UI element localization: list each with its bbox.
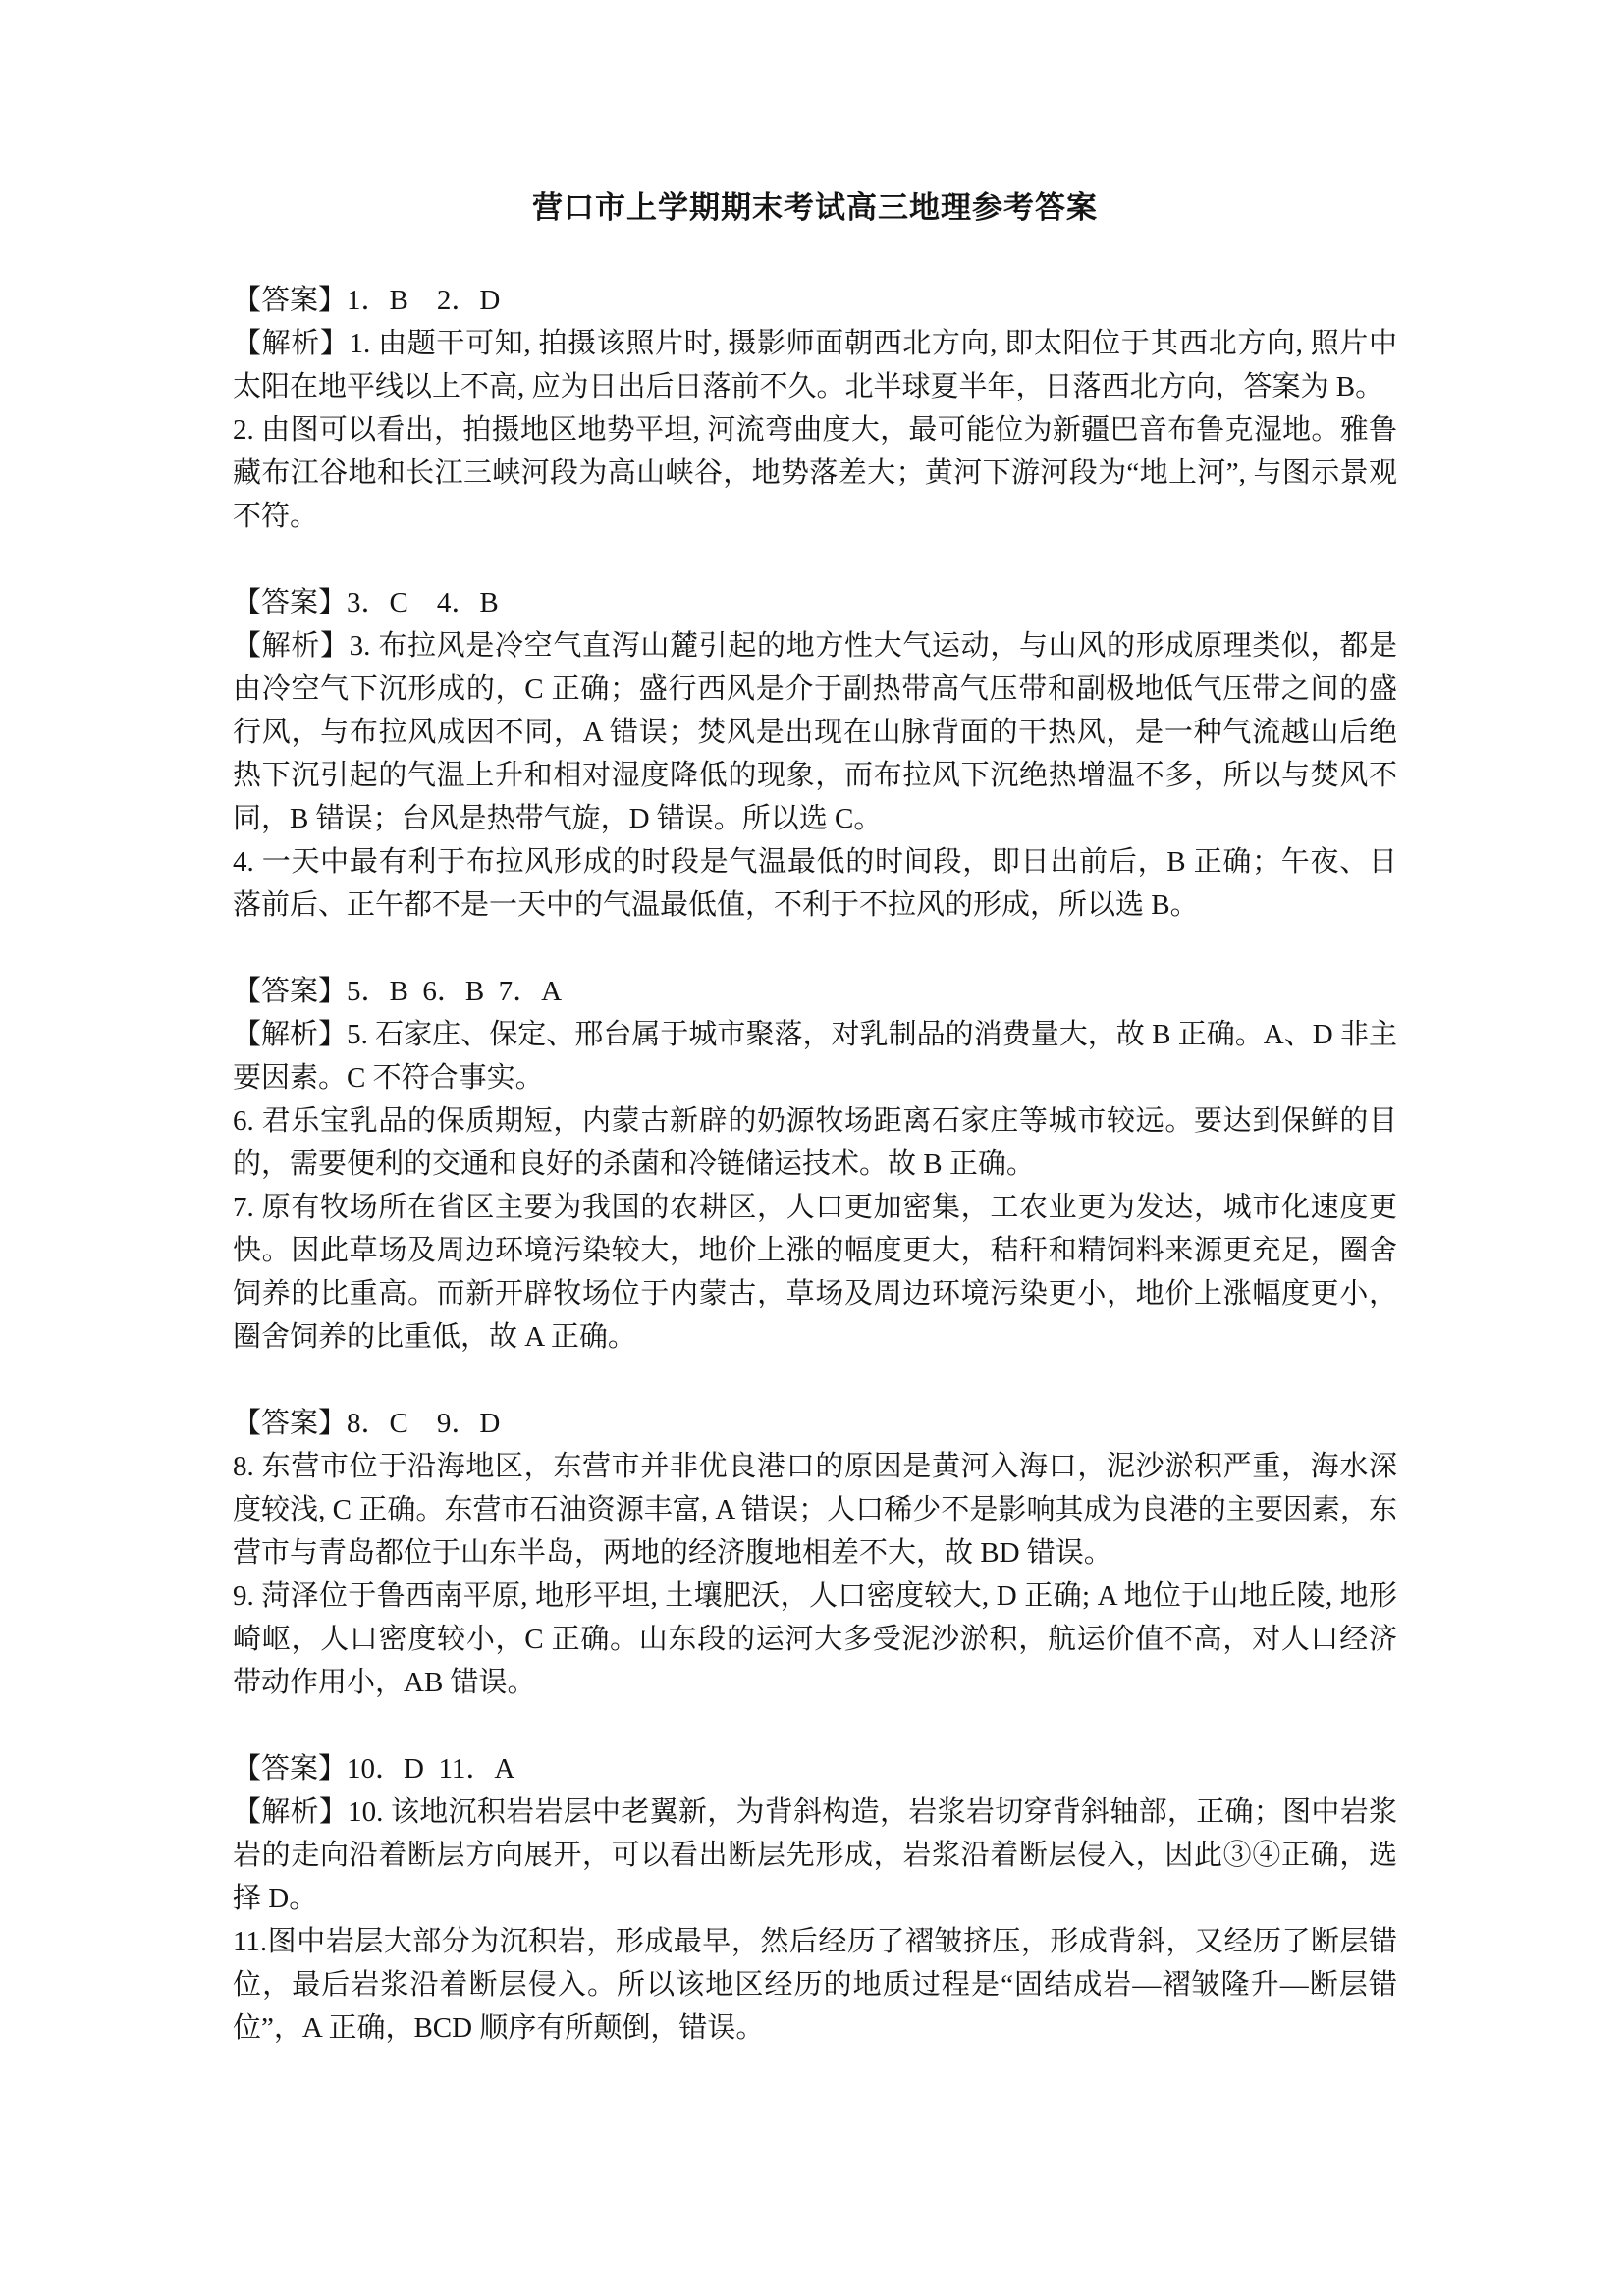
explanation-paragraph: 4. 一天中最有利于布拉风形成的时段是气温最低的时间段，即日出前后，B 正确；午夜、日落前后、正午都不是一天中的气温最低值，不利于不拉风的形成，所以选 B。 [233,846,1397,921]
explanation-paragraph: 8. 东营市位于沿海地区，东营市并非优良港口的原因是黄河入海口，泥沙淤积严重，海水深度较浅, C 正确。东营市石油资源丰富, A 错误；人口稀少不是影响其成为良港的主要因素，东营市与青岛都位于山东半岛，两地的经济腹地相差不大，故 BD 错误。 [233,1451,1397,1569]
answer-line: 【答案】3．C 4．B [233,587,499,618]
explanation-paragraph: 【解析】5. 石家庄、保定、邢台属于城市聚落，对乳制品的消费量大，故 B 正确。A、D 非主要因素。C 不符合事实。 [233,1019,1397,1094]
document-title: 营口市上学期期末考试高三地理参考答案 [532,190,1098,225]
answer-line: 【答案】10．D 11．A [233,1753,515,1785]
qa-section-questions-1-2 [233,279,1397,538]
qa-section-questions-5-7 [233,970,1397,1359]
qa-section-questions-8-9 [233,1402,1397,1704]
explanation-paragraph: 2. 由图可以看出，拍摄地区地势平坦, 河流弯曲度大，最可能位为新疆巴音布鲁克湿地。雅鲁藏布江谷地和长江三峡河段为高山峡谷，地势落差大；黄河下游河段为“地上河”, 与图示景观不符。 [233,414,1397,532]
answer-line: 【答案】8．C 9．D [233,1408,501,1439]
explanation-paragraph: 【解析】3. 布拉风是冷空气直泻山麓引起的地方性大气运动，与山风的形成原理类似，都是由冷空气下沉形成的，C 正确；盛行西风是介于副热带高气压带和副极地低气压带之间的盛行风，与布拉风成因不同，A 错误；焚风是出现在山脉背面的干热风，是一种气流越山后绝热下沉引起的气温上升和相对湿度降低的现象，而布拉风下沉绝热增温不多，所以与焚风不同，B 错误；台风是热带气旋，D 错误。所以选 C。 [233,630,1397,834]
explanation-paragraph: 【解析】1. 由题干可知, 拍摄该照片时, 摄影师面朝西北方向, 即太阳位于其西北方向, 照片中太阳在地平线以上不高, 应为日出后日落前不久。北半球夏半年，日落西北方向，答案为 B。 [233,328,1397,402]
explanation-paragraph: 6. 君乐宝乳品的保质期短，内蒙古新辟的奶源牧场距离石家庄等城市较远。要达到保鲜的目的，需要便利的交通和良好的杀菌和冷链储运技术。故 B 正确。 [233,1105,1397,1180]
answer-line: 【答案】1．B 2．D [233,285,501,316]
explanation-paragraph: 11.图中岩层大部分为沉积岩，形成最早，然后经历了褶皱挤压，形成背斜，又经历了断层错位，最后岩浆沿着断层侵入。所以该地区经历的地质过程是“固结成岩—褶皱隆升—断层错位”，A 正确，BCD 顺序有所颠倒，错误。 [233,1926,1397,2044]
explanation-paragraph: 7. 原有牧场所在省区主要为我国的农耕区，人口更加密集，工农业更为发达，城市化速度更快。因此草场及周边环境污染较大，地价上涨的幅度更大，秸秆和精饲料来源更充足，圈舍饲养的比重高。而新开辟牧场位于内蒙古，草场及周边环境污染更小，地价上涨幅度更小，圈舍饲养的比重低，故 A 正确。 [233,1192,1397,1353]
explanation-paragraph: 9. 菏泽位于鲁西南平原, 地形平坦, 土壤肥沃，人口密度较大, D 正确; A 地位于山地丘陵, 地形崎岖，人口密度较小，C 正确。山东段的运河大多受泥沙淤积，航运价值不高，对人口经济带动作用小，AB 错误。 [233,1580,1397,1698]
qa-section-questions-10-11 [233,1747,1397,2050]
answer-line: 【答案】5．B 6．B 7．A [233,976,563,1007]
document-content [233,188,1397,2050]
qa-section-questions-3-4 [233,581,1397,927]
explanation-paragraph: 【解析】10. 该地沉积岩岩层中老翼新，为背斜构造，岩浆岩切穿背斜轴部，正确；图中岩浆岩的走向沿着断层方向展开，可以看出断层先形成，岩浆沿着断层侵入，因此③④正确，选择 D。 [233,1796,1397,1914]
